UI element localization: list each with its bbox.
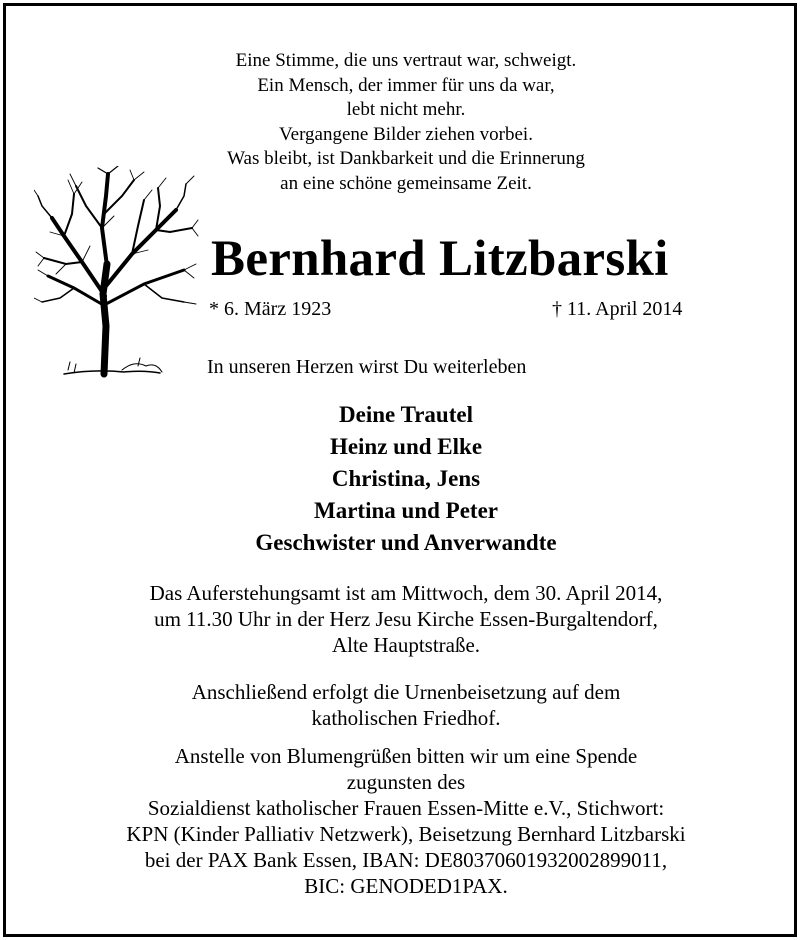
- service-line: Alte Hauptstraße.: [331, 633, 481, 657]
- mourner-entry: Martina und Peter: [314, 498, 498, 523]
- poem-line: an eine schöne gemeinsame Zeit.: [280, 172, 532, 194]
- poem-line: Eine Stimme, die uns vertraut war, schweigt.: [235, 50, 577, 71]
- poem-line: Ein Mensch, der immer für uns da war,: [257, 74, 555, 96]
- birth-date: * 6. März 1923: [209, 298, 332, 320]
- mourners-list: [6, 399, 800, 559]
- memorial-motto: In unseren Herzen wirst Du weiterleben: [207, 356, 527, 378]
- burial-line: Anschließend erfolgt die Urnenbeisetzung auf dem: [191, 680, 621, 704]
- donation-info: [6, 743, 800, 899]
- deceased-name: Bernhard Litzbarski: [211, 231, 669, 287]
- service-line: Das Auferstehungsamt ist am Mittwoch, dem 30. April 2014,: [149, 581, 663, 605]
- burial-info: [6, 679, 800, 731]
- burial-line: katholischen Friedhof.: [311, 706, 501, 730]
- death-date: † 11. April 2014: [552, 298, 683, 320]
- poem-line: Vergangene Bilder ziehen vorbei.: [279, 123, 533, 145]
- bare-tree-icon: [34, 166, 199, 384]
- service-info: [6, 580, 800, 658]
- poem-line: lebt nicht mehr.: [346, 99, 466, 120]
- donation-line: BIC: GENODED1PAX.: [304, 874, 508, 898]
- donation-line: zugunsten des: [346, 770, 466, 794]
- obituary-notice: [3, 3, 797, 937]
- service-line: um 11.30 Uhr in der Herz Jesu Kirche Essen-Burgaltendorf,: [154, 607, 658, 631]
- mourner-entry: Heinz und Elke: [329, 434, 483, 459]
- mourner-entry: Deine Trautel: [339, 402, 473, 427]
- poem-line: Was bleibt, ist Dankbarkeit und die Erinnerung: [227, 148, 585, 169]
- donation-line: Anstelle von Blumengrüßen bitten wir um eine Spende: [174, 744, 638, 768]
- donation-line: Sozialdienst katholischer Frauen Essen-Mitte e.V., Stichwort:: [147, 796, 665, 820]
- mourner-entry: Geschwister und Anverwandte: [255, 530, 557, 555]
- donation-line: KPN (Kinder Palliativ Netzwerk), Beisetzung Bernhard Litzbarski: [126, 822, 686, 846]
- mourner-entry: Christina, Jens: [331, 466, 481, 491]
- donation-line: bei der PAX Bank Essen, IBAN: DE80370601932002899011,: [144, 848, 668, 872]
